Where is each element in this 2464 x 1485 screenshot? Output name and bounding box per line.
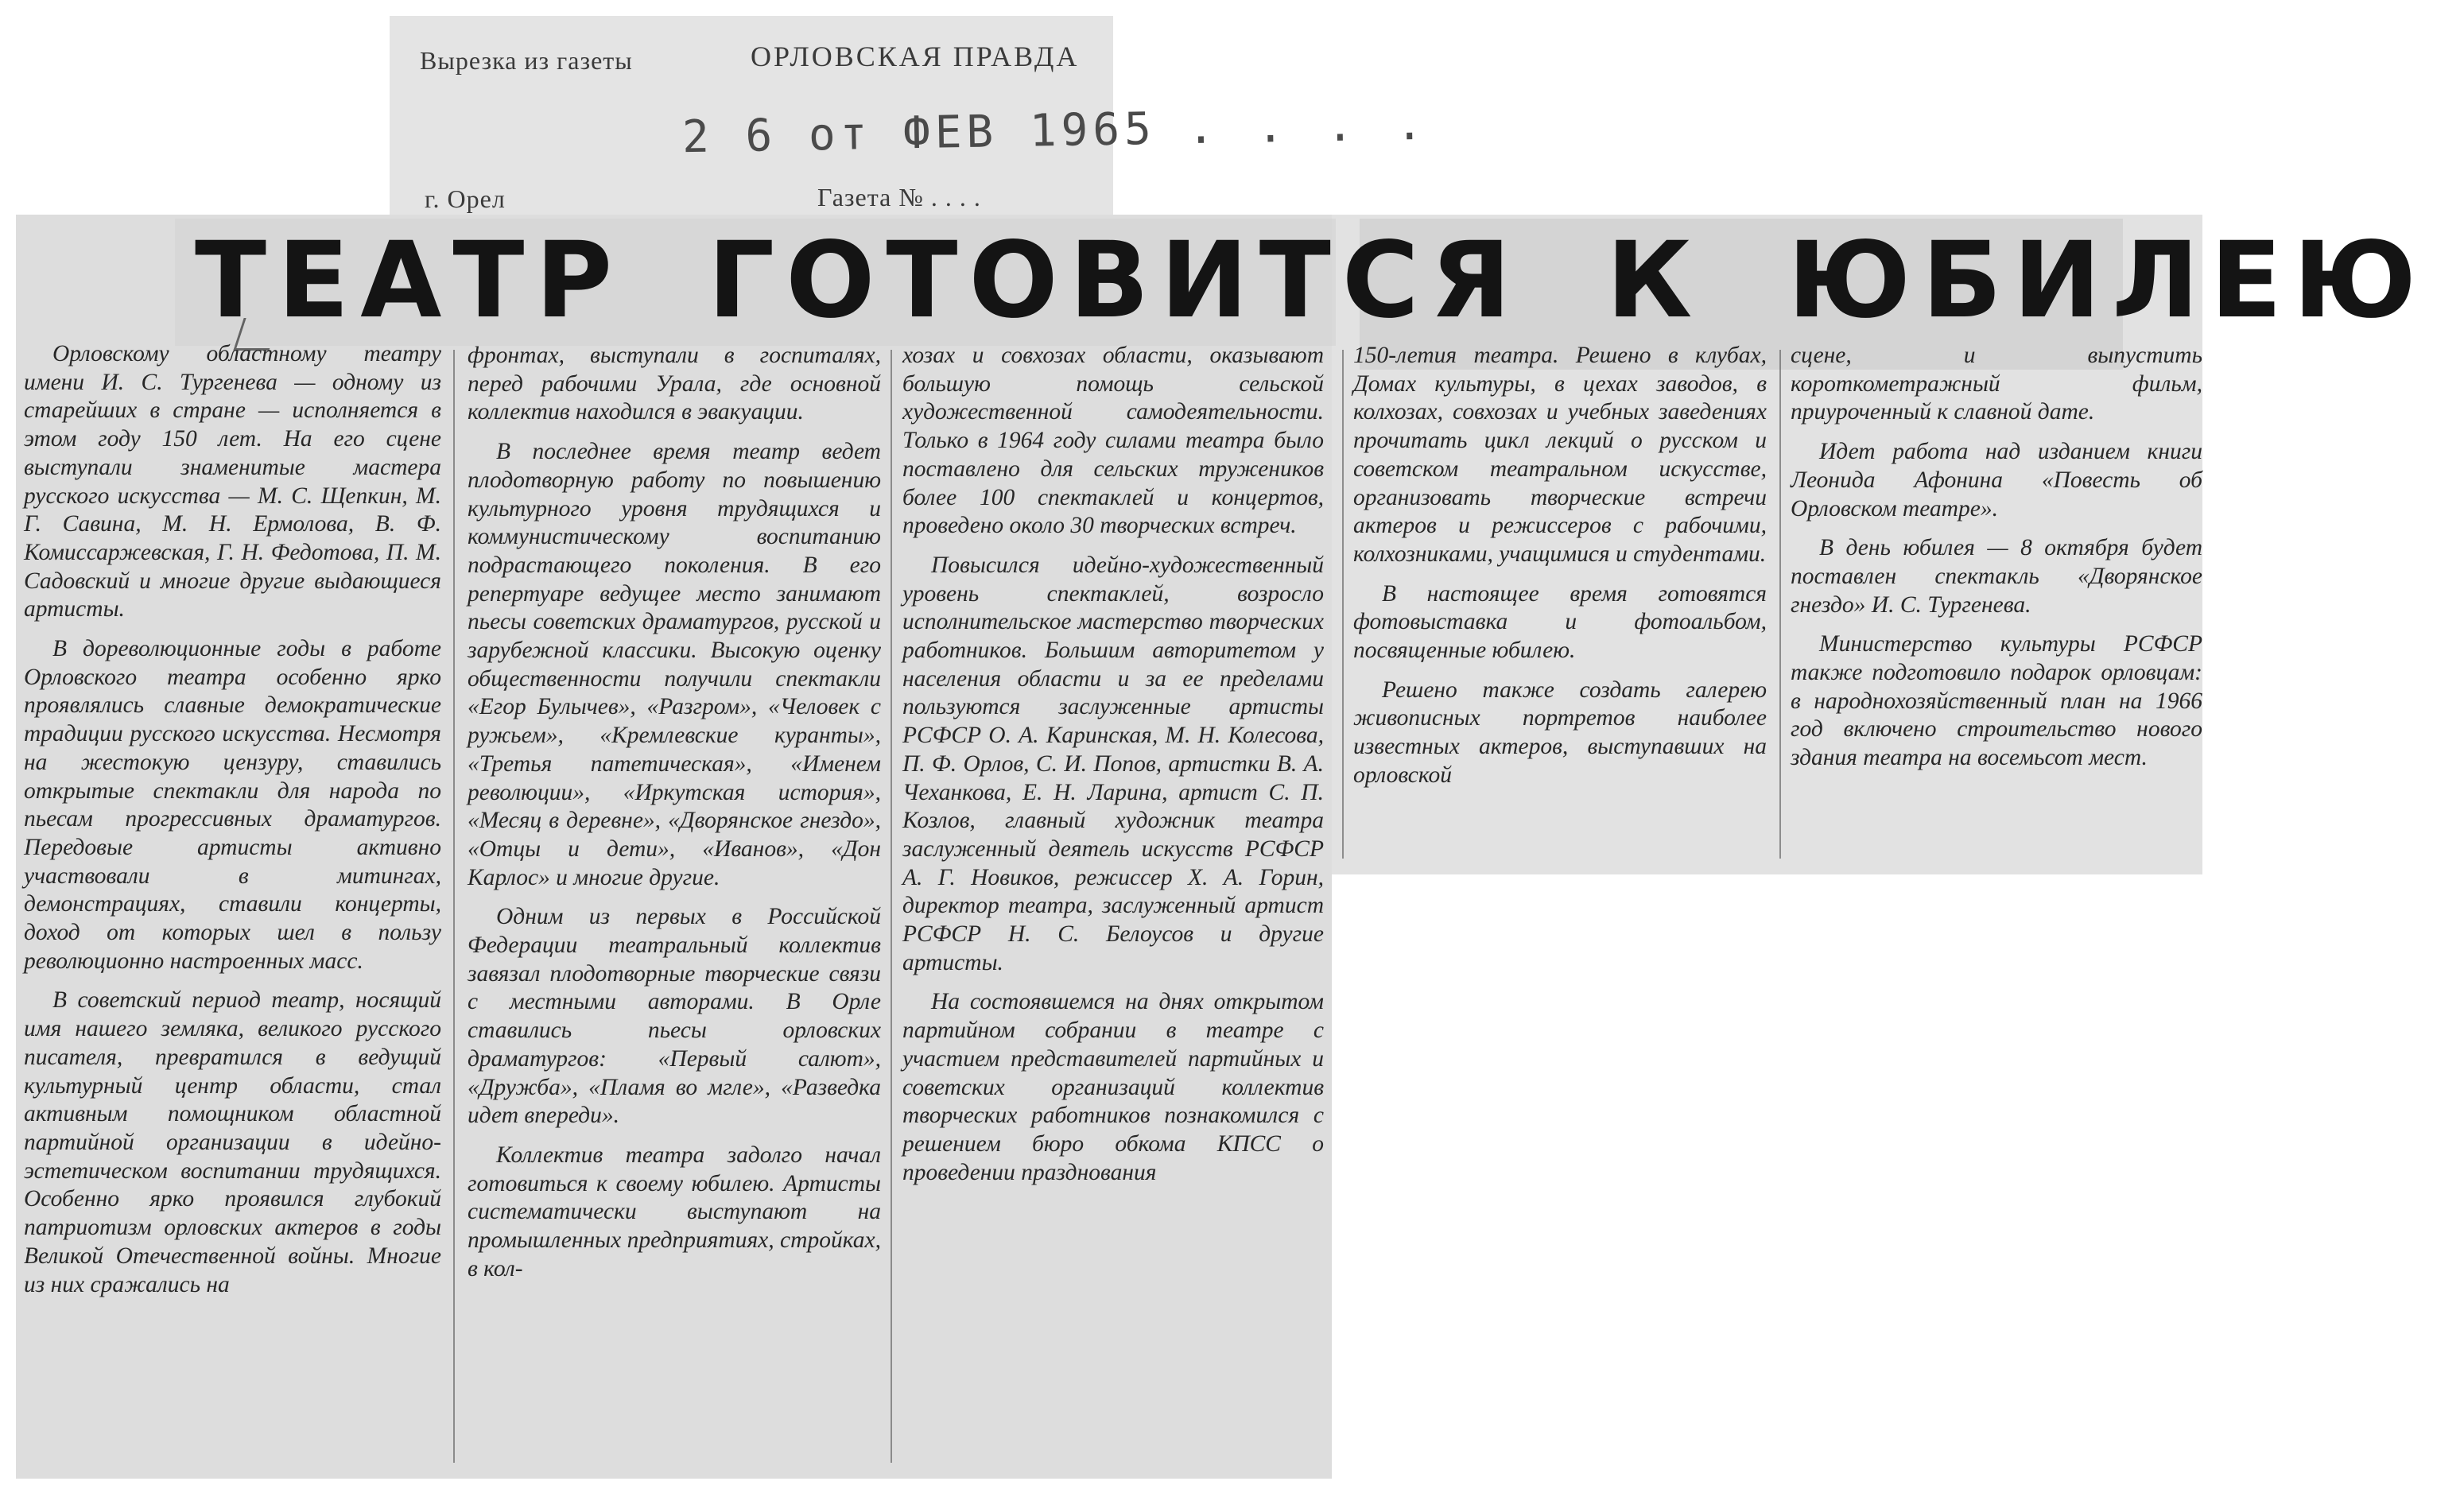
- article-column-5: [1791, 342, 2202, 784]
- article-column-4: [1353, 342, 1767, 801]
- paragraph: Повысился идейно-художественный уровень спектаклей, возросло исполнительское мастерство творческих работников. Большим авторитетом у населения области и за ее пределами пользуются заслуженные артисты РСФСР О. А. Каринская, М. Н. Колесова, П. Ф. Орлов, С. И. Попов, артистки В. А. Чеханкова, Е. Н. Ларина, артист С. П. Козлов, главный художник театра заслуженный деятель искусств РСФСР А. Г. Новиков, режиссер Х. А. Горин, директор театра, заслуженный артист РСФСР Н. С. Белоусов и другие артисты.: [902, 552, 1324, 975]
- paragraph: В настоящее время готовятся фотовыставка и фотоальбом, посвященные юбилею.: [1353, 580, 1767, 664]
- article-column-1: [24, 340, 441, 1310]
- article-column-3: [902, 342, 1324, 1198]
- column-rule: [453, 350, 455, 1463]
- paragraph: фронтах, выступали в госпиталях, перед рабочими Урала, где основной коллектив находился в эвакуации.: [468, 343, 881, 425]
- paragraph: В советский период театр, носящий имя нашего земляка, великого русского писателя, превратился в ведущий культурный центр области, стал активным помощником областной партийной организации в идейно-эстетическом воспитании трудящихся. Особенно ярко проявился глубокий патриотизм орловских актеров в годы Великой Отечественной войны. Многие из них сражались на: [24, 987, 441, 1297]
- paragraph: Министерство культуры РСФСР также подготовило подарок орловцам: в народнохозяйственный план на 1966 год включено строительство нового здания театра на восемьсот мест.: [1791, 631, 2202, 771]
- gazeta-number-label: Газета № . . . .: [817, 183, 981, 211]
- paragraph: На состоявшемся на днях открытом партийном собрании в театре с участием представителей партийных и советских организаций коллектив творческих работников познакомился с решением бюро обкома КПСС о проведении празднования: [902, 989, 1324, 1185]
- article-headline: [195, 213, 2427, 348]
- headline-word: ЮБИЛЕЮ: [1787, 219, 2427, 342]
- paragraph: сцене, и выпустить короткометражный фильм, приуроченный к славной дате.: [1791, 343, 2202, 425]
- stamp-dots: . . . .: [1186, 98, 1431, 155]
- paragraph: Орловскому областному театру имени И. С. Тургенева — одному из старейших в стране — исполняется в этом году 150 лет. На его сцене выступали знаменитые мастера русского искусства — М. С. Щепкин, М. Г. Савина, М. Н. Ермолова, В. Ф. Комиссаржевская, Г. Н. Федотова, П. М. Садовский и многие другие выдающиеся артисты.: [24, 341, 441, 622]
- paragraph: Решено также создать галерею живописных портретов наиболее известных актеров, выступавших на орловской: [1353, 677, 1767, 788]
- paragraph: В день юбилея — 8 октября будет поставлен спектакль «Дворянское гнездо» И. С. Тургенева.: [1791, 535, 2202, 618]
- stamp-date-text: 2 6 от ФЕВ 1965: [681, 103, 1157, 164]
- column-rule: [1779, 350, 1781, 859]
- newspaper-name: ОРЛОВСКАЯ ПРАВДА: [751, 41, 1080, 72]
- paragraph: 150-летия театра. Решено в клубах, Домах культуры, в цехах заводов, в колхозах, совхозах и учебных заведениях прочитать цикл лекций о русском и советском театральном искусстве, организовать творческие встречи актеров и режиссеров с рабочими, колхозниками, учащимися и студентами.: [1353, 343, 1767, 567]
- paragraph: Коллектив театра задолго начал готовиться к своему юбилею. Артисты систематически выступают на промышленных предприятиях, стройках, в кол-: [468, 1142, 881, 1281]
- column-rule: [891, 350, 892, 1463]
- paragraph: хозах и совхозах области, оказывают большую помощь сельской художественной самодеятельности. Только в 1964 году силами театра было поставлено для сельских тружеников более 100 спектаклей и концертов, проведено около 30 творческих встреч.: [902, 343, 1324, 539]
- column-rule: [1342, 350, 1344, 859]
- paragraph: В последнее время театр ведет плодотворную работу по повышению культурного уровня трудящихся и коммунистическому воспитанию подрастающего поколения. В его репертуаре ведущее место занимают пьесы советских драматургов, русской и зарубежной классики. Высокую оценку общественности получили спектакли «Егор Булычев», «Разгром», «Человек с ружьем», «Кремлевские куранты», «Третья патетическая», «Именем революции», «Иркутская история», «Месяц в деревне», «Дворянское гнездо», «Отцы и дети», «Иванов», «Дон Карлос» и многие другие.: [468, 439, 881, 890]
- paragraph: В дореволюционные годы в работе Орловского театра особенно ярко проявлялись славные демократические традиции русского искусства. Несмотря на жестокую цензуру, ставились открытые спектакли для народа по пьесам прогрессивных драматургов. Передовые артисты активно участвовали в митингах, демонстрациях, ставили концерты, доход от которых шел в пользу революционно настроенных масс.: [24, 636, 441, 974]
- paragraph: Одним из первых в Российской Федерации театральный коллектив завязал плодотворные творческие связи с местными авторами. В Орле ставились пьесы орловских драматургов: «Первый салют», «Дружба», «Пламя во мгле», «Разведка идет впереди».: [468, 904, 881, 1129]
- clip-label: Вырезка из газеты: [420, 46, 633, 75]
- headline-word: К: [1606, 219, 1704, 342]
- headline-word: ТЕАТР: [195, 219, 624, 342]
- article-column-2: [468, 342, 881, 1295]
- headline-word: ГОТОВИТСЯ: [708, 219, 1523, 342]
- paragraph: Идет работа над изданием книги Леонида Афонина «Повесть об Орловском театре».: [1791, 439, 2202, 521]
- city-label: г. Орел: [425, 184, 506, 213]
